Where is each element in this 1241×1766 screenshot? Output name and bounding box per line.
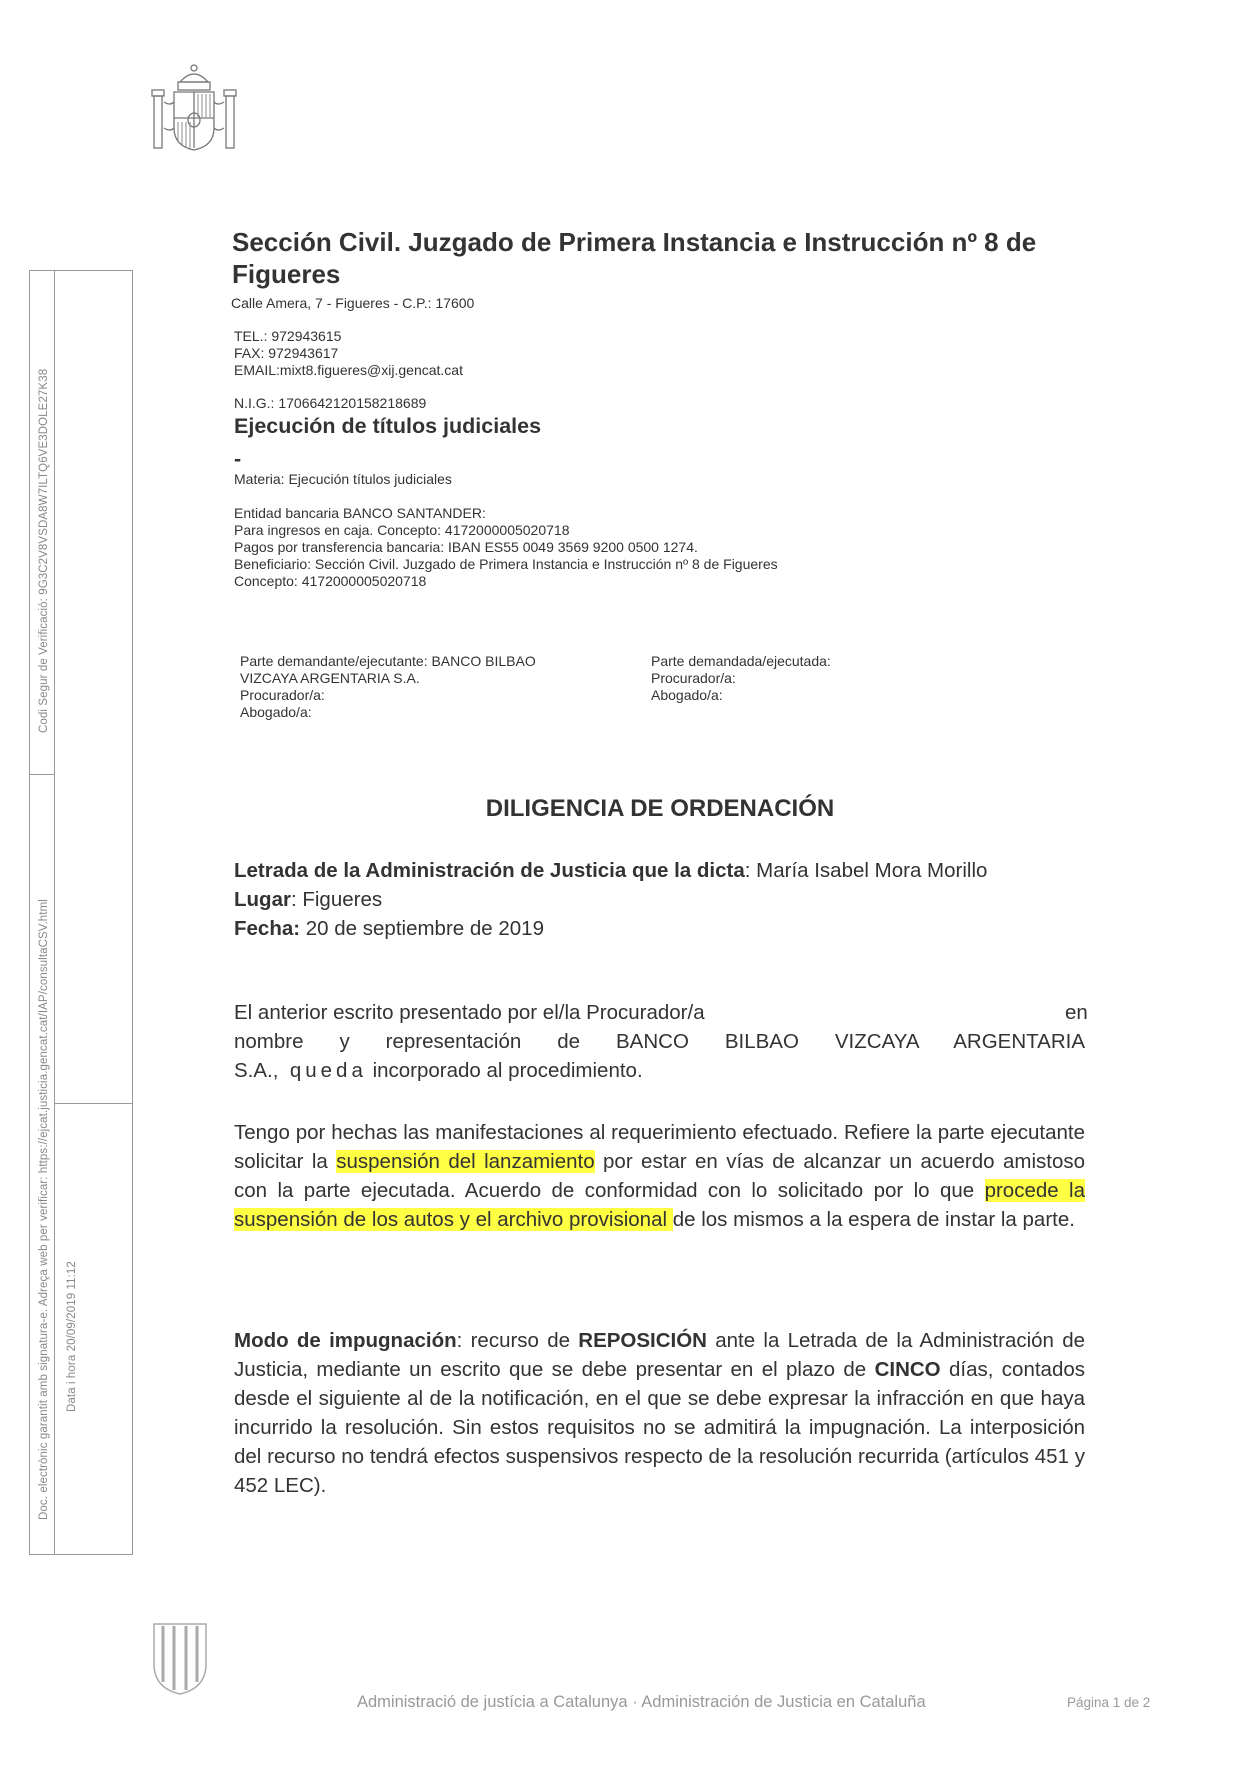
bank-transfer: Pagos por transferencia bancaria: IBAN ES55 0049 3569 9200 0500 1274.	[234, 539, 698, 555]
paragraph-1-queda: queda	[289, 1059, 367, 1082]
coat-of-arms-icon	[150, 62, 238, 154]
signature-date: Data i hora 20/09/2019 11:12	[66, 1261, 78, 1412]
cinco-word: CINCO	[874, 1358, 941, 1381]
paragraph-2-part-c: de los mismos a la espera de instar la parte.	[672, 1208, 1075, 1231]
court-tel: TEL.: 972943615	[234, 328, 342, 344]
place-value: : Figueres	[290, 888, 383, 911]
signer-line	[234, 856, 987, 885]
date-line	[234, 914, 544, 943]
plaintiff-name: Parte demandante/ejecutante: BANCO BILBAO	[240, 653, 536, 669]
page-number: Página 1 de 2	[1067, 1695, 1151, 1710]
procedure-type: Ejecución de títulos judiciales	[234, 414, 542, 438]
plaintiff-name-cont: VIZCAYA ARGENTARIA S.A.	[240, 670, 420, 686]
signer-label: Letrada de la Administración de Justicia que la dicta	[234, 859, 745, 882]
signer-value: : María Isabel Mora Morillo	[744, 859, 988, 882]
plaintiff-abogado: Abogado/a:	[240, 704, 312, 720]
bank-beneficiary: Beneficiario: Sección Civil. Juzgado de Primera Instancia e Instrucción nº 8 de Figueres	[234, 556, 778, 572]
date-label: Fecha:	[234, 917, 301, 940]
verification-code: Codi Segur de Verificació: 9G3C2V8VSDA8W7ILTQ6VE3DOLE27K38	[38, 368, 50, 733]
paragraph-2-part-a: Tengo por hechas las manifestaciones al requerimiento efectuado. Refiere la parte ejecutante solicitar la	[234, 1121, 1085, 1173]
paragraph-3-part-b: ante la Letrada de la Administración de Justicia, mediante un escrito que se debe presentar en el plazo de	[234, 1329, 1086, 1381]
paragraph-1-line-3	[234, 1056, 643, 1085]
highlight-archivo-provisional: procede la suspensión de los autos y el archivo provisional	[234, 1179, 1085, 1231]
paragraph-2-part-b: por estar en vías de alcanzar un acuerdo amistoso con la parte ejecutada. Acuerdo de conformidad con lo solicitado por lo que	[234, 1150, 1085, 1202]
paragraph-1-line-2: nombre y representación de BANCO BILBAO VIZCAYA ARGENTARIA	[234, 1030, 1085, 1053]
bank-concept: Concepto: 4172000005020718	[234, 573, 427, 589]
procedure-dash: -	[234, 447, 242, 471]
paragraph-1-line-1: El anterior escrito presentado por el/la Procurador/a	[234, 1001, 705, 1024]
paragraph-1-sa: S.A.,	[234, 1059, 279, 1082]
date-value: 20 de septiembre de 2019	[300, 917, 544, 940]
document-title: DILIGENCIA DE ORDENACIÓN	[485, 795, 835, 822]
paragraph-3-part-a: : recurso de	[456, 1329, 579, 1352]
bank-entity: Entidad bancaria BANCO SANTANDER:	[234, 505, 486, 521]
court-email: EMAIL:mixt8.figueres@xij.gencat.cat	[234, 362, 463, 378]
materia: Materia: Ejecución títulos judiciales	[234, 471, 452, 487]
paragraph-2	[234, 1118, 1085, 1234]
place-line	[234, 885, 382, 914]
paragraph-1-incorporado: incorporado al procedimiento.	[372, 1059, 643, 1082]
paragraph-3-part-c: días, contados desde el siguiente al de la notificación, en el que se debe expresar la infracción en que haya incurrido la resolución. Sin estos requisitos no se admitirá la impugnación. La interposición del recurso no tendrá efectos suspensivos respecto de la resolución recurrida (artículos 451 y 452 LEC).	[234, 1358, 1085, 1497]
court-address: Calle Amera, 7 - Figueres - C.P.: 17600	[231, 295, 475, 311]
bank-cash: Para ingresos en caja. Concepto: 4172000005020718	[234, 522, 570, 538]
reposicion-word: REPOSICIÓN	[578, 1329, 707, 1352]
defendant-procurador: Procurador/a:	[651, 670, 736, 686]
plaintiff-procurador: Procurador/a:	[240, 687, 325, 703]
paragraph-1-line-1-end: en	[1065, 1001, 1088, 1024]
highlight-suspension-lanzamiento: suspensión del lanzamiento	[336, 1150, 595, 1173]
defendant-abogado: Abogado/a:	[651, 687, 723, 703]
court-fax: FAX: 972943617	[234, 345, 339, 361]
nig-number: N.I.G.: 1706642120158218689	[234, 395, 427, 411]
generalitat-shield-icon	[150, 1620, 210, 1696]
verification-url: Doc. electrònic garantit amb signatura-e. Adreça web per verificar: https://ejcat.justicia.gencat.cat/IAP/consultaCSV.html	[38, 899, 50, 1520]
place-label: Lugar	[234, 888, 291, 911]
impugnacion-label: Modo de impugnación	[234, 1329, 457, 1352]
court-name: Sección Civil. Juzgado de Primera Instancia e Instrucción nº 8 de Figueres	[232, 227, 1037, 289]
footer-text: Administració de justícia a Catalunya · Administración de Justicia en Cataluña	[357, 1693, 926, 1711]
paragraph-3	[234, 1326, 1085, 1500]
defendant-name: Parte demandada/ejecutada:	[651, 653, 831, 669]
